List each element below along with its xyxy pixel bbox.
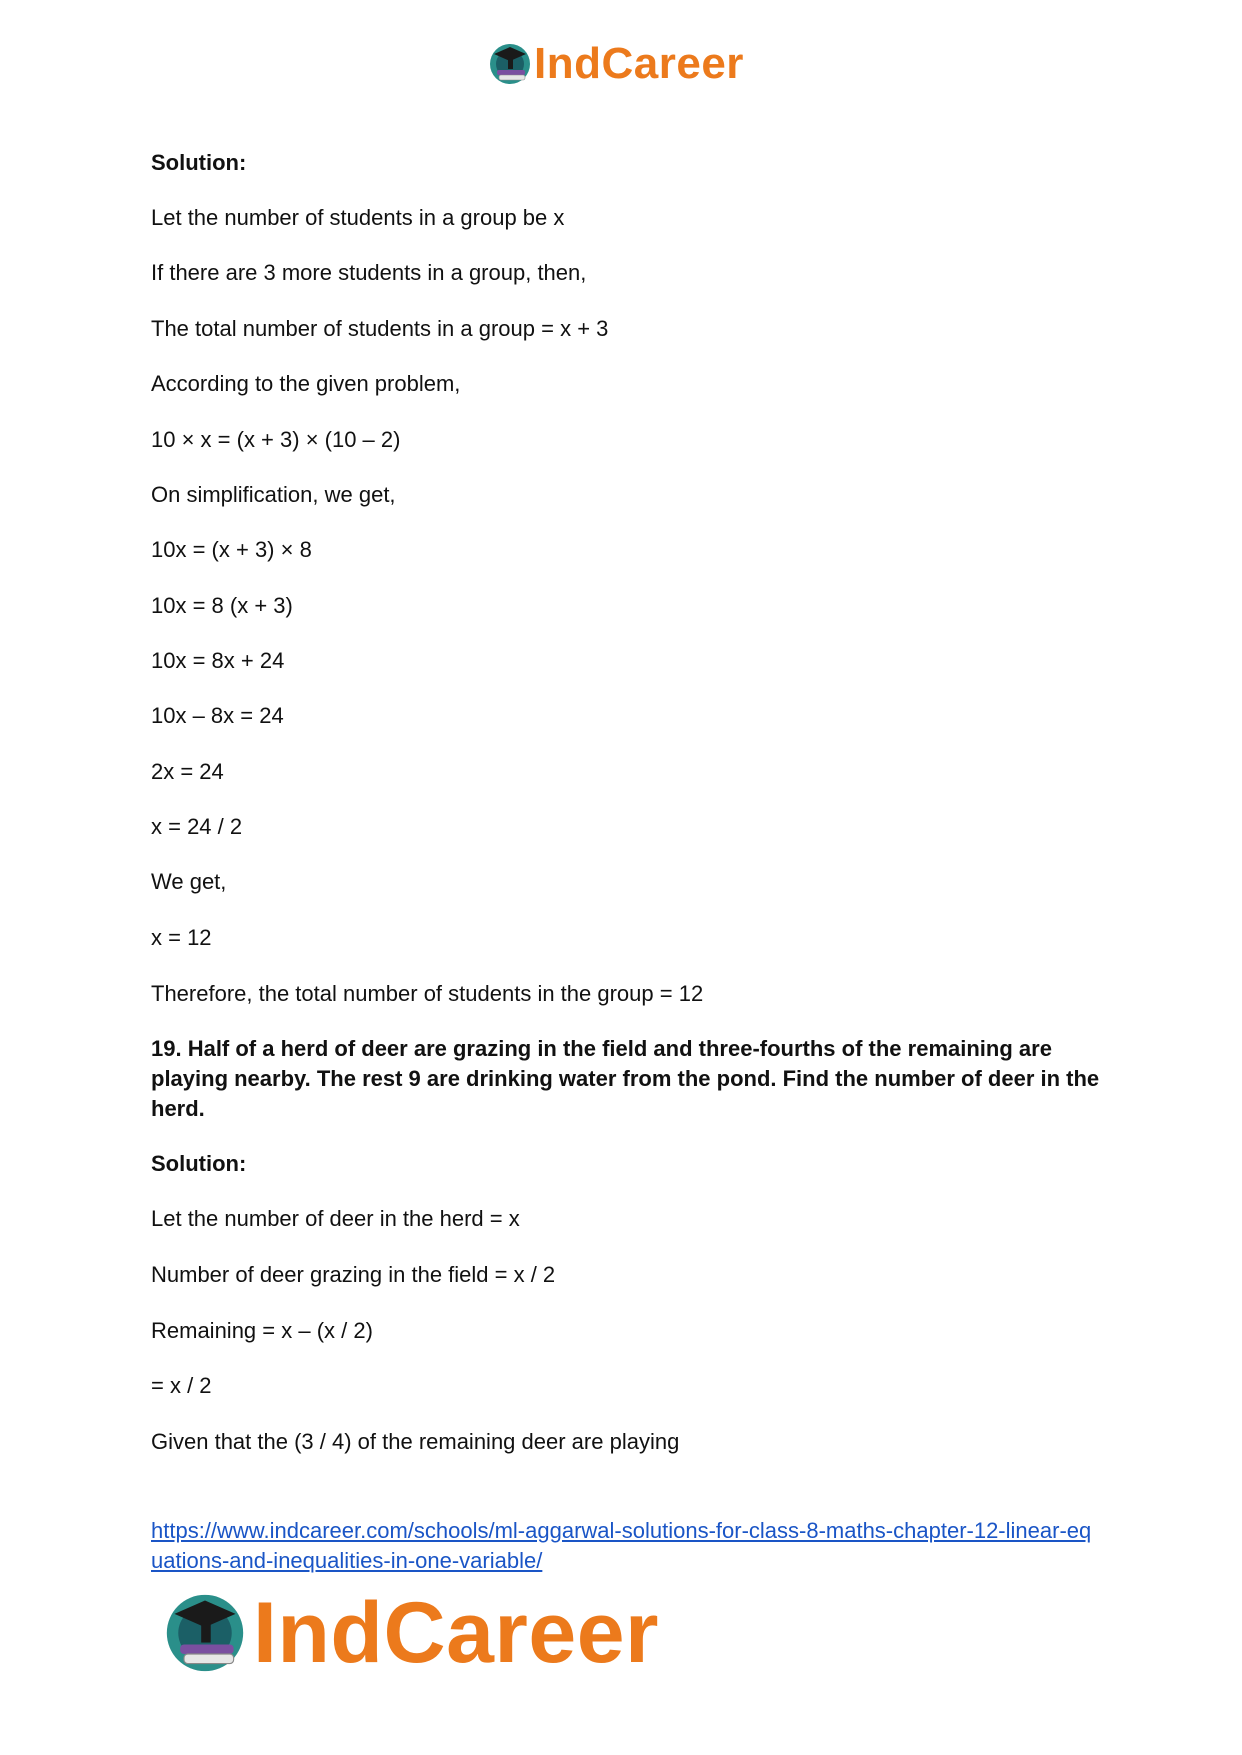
text-line: If there are 3 more students in a group, then, — [151, 260, 587, 285]
equation-line: Remaining = x – (x / 2) — [151, 1318, 373, 1343]
equation-line: 10x = (x + 3) × 8 — [151, 537, 312, 562]
equation-line: 10x = 8 (x + 3) — [151, 593, 293, 618]
equation-line: x = 12 — [151, 925, 212, 950]
equation-line: 10x – 8x = 24 — [151, 703, 284, 728]
text-line: On simplification, we get, — [151, 482, 396, 507]
solution-heading: Solution: — [151, 1151, 247, 1176]
logo-text: IndCareer — [253, 1585, 659, 1681]
text-line: According to the given problem, — [151, 371, 461, 396]
question-19: 19. Half of a herd of deer are grazing in the field and three-fourths of the remaining are playing nearby. The rest 9 are drinking water from the pond. Find the number of deer in the herd. — [151, 1036, 1100, 1121]
equation-line: x = 24 / 2 — [151, 814, 243, 839]
text-line: The total number of students in a group = x + 3 — [151, 316, 609, 341]
equation-line: 2x = 24 — [151, 759, 224, 784]
text-line: Number of deer grazing in the field = x / 2 — [151, 1262, 556, 1287]
solution-heading: Solution: — [151, 150, 247, 175]
graduation-cap-book-icon — [163, 1591, 247, 1675]
equation-line: 10x = 8x + 24 — [151, 648, 285, 673]
header-logo — [488, 39, 744, 88]
source-link[interactable]: https://www.indcareer.com/schools/ml-aggarwal-solutions-for-class-8-maths-chapter-12-linear-equations-and-inequalities-in-one-variable/ — [151, 1518, 1092, 1573]
conclusion-line: Therefore, the total number of students in the group = 12 — [151, 981, 704, 1006]
footer-logo — [163, 1585, 659, 1681]
equation-line: 10 × x = (x + 3) × (10 – 2) — [151, 427, 401, 452]
graduation-cap-book-icon — [488, 42, 532, 86]
text-line: Let the number of students in a group be x — [151, 205, 565, 230]
logo-text: IndCareer — [534, 39, 744, 88]
equation-line: = x / 2 — [151, 1373, 212, 1398]
text-line: We get, — [151, 869, 227, 894]
text-line: Given that the (3 / 4) of the remaining deer are playing — [151, 1429, 680, 1454]
text-line: Let the number of deer in the herd = x — [151, 1206, 520, 1231]
